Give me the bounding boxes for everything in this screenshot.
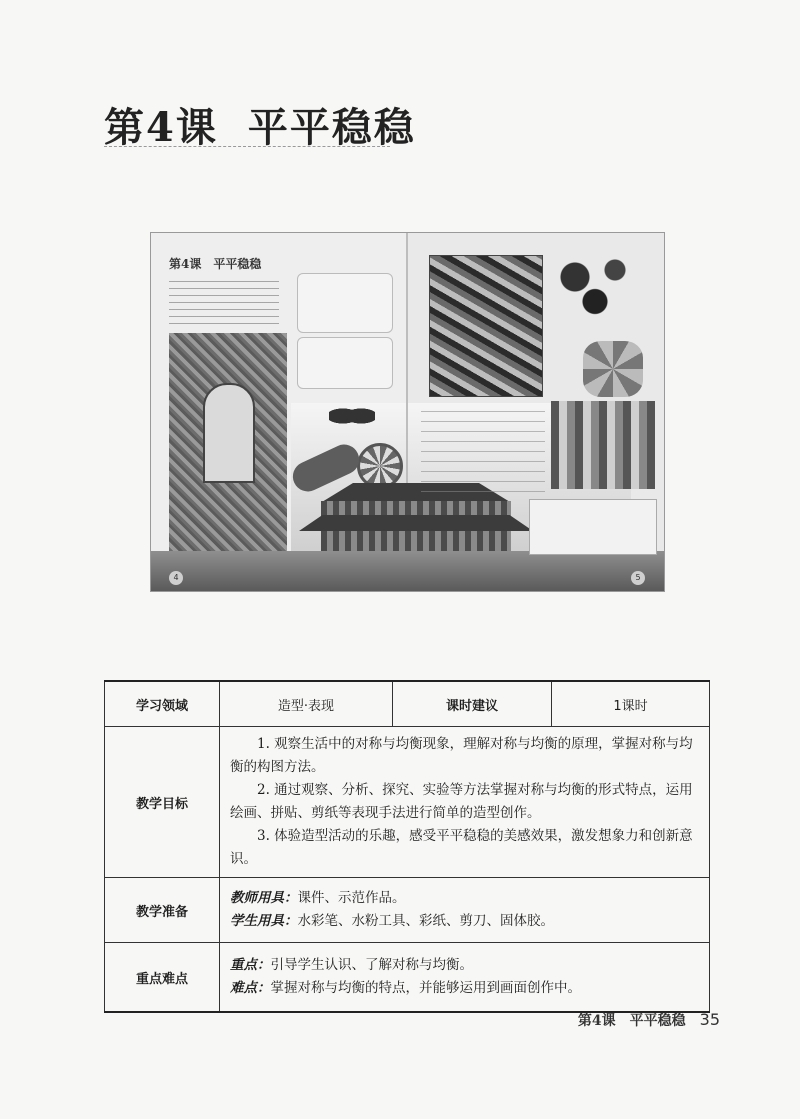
key-points-content <box>220 943 710 1013</box>
key-point-value: 引导学生认识、了解对称与均衡。 <box>270 957 473 973</box>
lesson-number: 第4课 <box>104 104 218 151</box>
spread-mini-title: 第4课 平平稳稳 <box>169 257 262 271</box>
difficult-point-value: 掌握对称与均衡的特点，并能够运用到画面创作中。 <box>270 980 581 996</box>
page-number: 35 <box>699 1010 720 1029</box>
arch-window <box>203 383 255 483</box>
goal-item-2: 2. 通过观察、分析、探究、实验等方法掌握对称与均衡的形式特点，运用绘画、拼贴、剪纸等表现手法进行简单的造型创作。 <box>230 782 693 821</box>
table-header-row <box>105 681 710 727</box>
goal-item-1: 1. 观察生活中的对称与均衡现象，理解对称与均衡的原理，掌握对称与均衡的构图方法。 <box>230 736 693 775</box>
umbrella-image <box>357 443 403 489</box>
domain-label: 学习领域 <box>105 681 220 727</box>
goals-row <box>105 727 710 878</box>
student-collage-image <box>551 401 655 489</box>
palace-roof-lower <box>299 515 533 531</box>
hours-label: 课时建议 <box>393 681 552 727</box>
difficult-point-label: 难点： <box>230 980 271 996</box>
student-materials <box>230 910 699 933</box>
running-title: 第4课 平平稳稳 <box>577 1013 686 1029</box>
palace-terrace <box>151 551 664 591</box>
spread-intro-text <box>169 281 279 327</box>
preparation-row <box>105 878 710 943</box>
hours-value: 1课时 <box>552 681 710 727</box>
key-points-row <box>105 943 710 1013</box>
goals-label: 教学目标 <box>105 727 220 878</box>
paper-cut-image <box>583 341 643 397</box>
teacher-materials <box>230 887 699 910</box>
preparation-label: 教学准备 <box>105 878 220 943</box>
stone-arch-photo <box>169 333 287 551</box>
teacher-materials-value: 课件、示范作品。 <box>297 890 406 906</box>
key-point-label: 重点： <box>230 957 271 973</box>
key-point <box>230 954 699 977</box>
butterfly-image <box>329 401 375 431</box>
teacher-materials-label: 教师用具： <box>230 890 298 906</box>
spread-right-page-number: 5 <box>631 571 645 585</box>
mirror-painting-image <box>429 255 543 397</box>
spread-callout-1 <box>297 273 393 333</box>
extension-box <box>529 499 657 555</box>
student-materials-value: 水彩笔、水粉工具、彩纸、剪刀、固体胶。 <box>297 913 554 929</box>
spread-left-page-number: 4 <box>169 571 183 585</box>
lesson-name: 平平稳稳 <box>247 104 416 151</box>
leaf-illustration <box>545 249 645 319</box>
difficult-point <box>230 977 699 1000</box>
lesson-plan-table <box>104 680 710 1013</box>
lesson-title <box>104 96 416 153</box>
goal-item-3: 3. 体验造型活动的乐趣，感受平平稳稳的美感效果，激发想象力和创新意识。 <box>230 828 693 867</box>
learning-requirements-text <box>421 411 545 499</box>
page-footer <box>520 1010 720 1030</box>
preparation-content <box>220 878 710 943</box>
goals-content <box>220 727 710 878</box>
title-underline <box>104 146 390 147</box>
domain-value: 造型·表现 <box>220 681 393 727</box>
spread-callout-2 <box>297 337 393 389</box>
student-materials-label: 学生用具： <box>230 913 298 929</box>
textbook-spread-image <box>150 232 665 592</box>
key-points-label: 重点难点 <box>105 943 220 1013</box>
